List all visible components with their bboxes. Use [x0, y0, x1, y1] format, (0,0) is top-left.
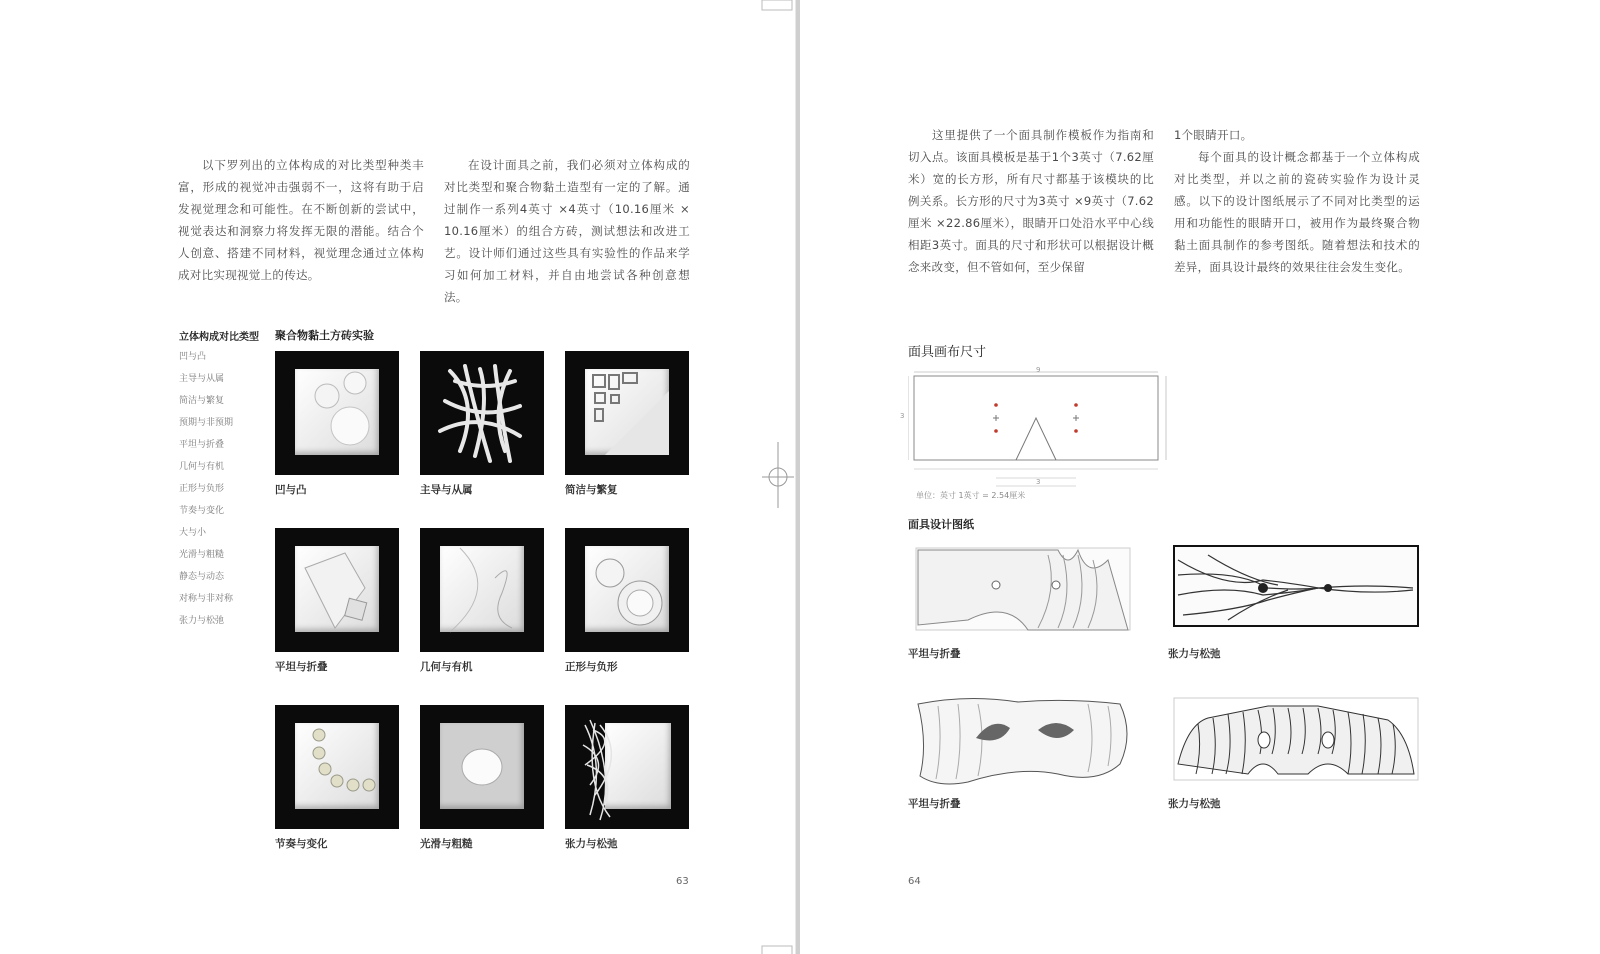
dimension-label: 3 [900, 412, 905, 420]
mask-sketch-flat-folded-2 [908, 694, 1138, 790]
tile-photo-rhythm-variation [275, 705, 399, 829]
tile-caption: 平坦与折叠 [275, 661, 328, 673]
list-item: 张力与松弛 [179, 616, 225, 626]
left-page [0, 0, 796, 954]
right-page [800, 0, 1600, 954]
list-item: 预期与非预期 [179, 418, 234, 428]
sidebar-title: 立体构成对比类型 [179, 332, 259, 343]
eye-opening-line: 1个眼睛开口。 [1174, 128, 1253, 142]
tile-photo-smooth-rough [420, 705, 544, 829]
canvas-dimension-title: 面具画布尺寸 [908, 345, 987, 360]
tile-caption: 凹与凸 [275, 484, 307, 496]
dimension-label: 3 [1036, 478, 1041, 486]
tile-photo-concave-convex [275, 351, 399, 475]
drawing-caption: 平坦与折叠 [908, 798, 961, 810]
list-item: 主导与从属 [179, 374, 225, 384]
tile-caption: 正形与负形 [565, 661, 618, 673]
mask-canvas-diagram [908, 366, 1178, 502]
list-item: 对称与非对称 [179, 594, 234, 604]
tile-photo-flat-folded [275, 528, 399, 652]
tile-caption: 光滑与粗糙 [420, 838, 473, 850]
mask-sketch-flat-folded-1 [908, 540, 1138, 640]
unit-note: 单位：英寸 1英寸 = 2.54厘米 [916, 491, 1026, 500]
design-drawings-title: 面具设计图纸 [908, 518, 974, 531]
design-concept-paragraph: 每个面具的设计概念都基于一个立体构成对比类型，并以之前的瓷砖实验作为设计灵感。以下的设计图纸展示了不同对比类型的运用和功能性的眼睛开口，被用作为最终聚合物黏土面具制作的参考图纸。随着想法和技术的差异，面具设计最终的效果往往会发生变化。 [1174, 150, 1420, 274]
tile-photo-geometric-organic [420, 528, 544, 652]
tiles-paragraph: 在设计面具之前，我们必须对立体构成的对比类型和聚合物黏土造型有一定的了解。通过制作一系列4英寸 ×4英寸（10.16厘米 × 10.16厘米）的组合方砖，测试想法和改进工艺。设计师们通过这些具有实验性的作品来学习如何加工材料，并自由地尝试各种创意想法。 [444, 158, 690, 304]
list-item: 简洁与繁复 [179, 396, 225, 406]
tile-caption: 张力与松弛 [565, 838, 618, 850]
list-item: 静态与动态 [179, 572, 225, 582]
mask-sketch-tension-relaxation-2 [1168, 694, 1424, 790]
dimension-label: 9 [1036, 366, 1041, 374]
grid-title: 聚合物黏土方砖实验 [275, 329, 374, 342]
page-number: 64 [908, 876, 921, 887]
intro-paragraph: 以下罗列出的立体构成的对比类型种类丰富，形成的视觉冲击强弱不一，这将有助于启发视觉理念和可能性。在不断创新的尝试中，视觉表达和洞察力将发挥无限的潜能。结合个人创意、搭建不同材料，视觉理念通过立体构成对比实现视觉上的传达。 [178, 158, 424, 282]
list-item: 几何与有机 [179, 462, 225, 472]
list-item: 正形与负形 [179, 484, 225, 494]
drawing-caption: 平坦与折叠 [908, 648, 961, 660]
tile-photo-tension-relaxation [565, 705, 689, 829]
list-item: 光滑与粗糙 [179, 550, 225, 560]
list-item: 平坦与折叠 [179, 440, 225, 450]
tile-caption: 简洁与繁复 [565, 484, 618, 496]
tile-photo-simple-complex [565, 351, 689, 475]
drawing-caption: 张力与松弛 [1168, 798, 1221, 810]
mask-sketch-tension-relaxation-1 [1168, 540, 1424, 632]
drawing-caption: 张力与松弛 [1168, 648, 1221, 660]
page-number: 63 [676, 876, 689, 887]
tile-caption: 节奏与变化 [275, 838, 328, 850]
tile-caption: 主导与从属 [420, 484, 473, 496]
list-item: 节奏与变化 [179, 506, 225, 516]
tile-caption: 几何与有机 [420, 661, 473, 673]
list-item: 凹与凸 [179, 352, 207, 362]
contrast-type-list [179, 350, 233, 636]
template-paragraph: 这里提供了一个面具制作模板作为指南和切入点。该面具模板是基于1个3英寸（7.62厘米）宽的长方形，所有尺寸都基于该模块的比例关系。长方形的尺寸为3英寸 ×9英寸（7.62厘米 ×22.86厘米），眼睛开口处沿水平中心线相距3英寸。面具的尺寸和形状可以根据设计概念来改变，但不管如何，至少保留 [908, 128, 1154, 274]
list-item: 大与小 [179, 528, 207, 538]
tile-photo-positive-negative [565, 528, 689, 652]
tile-photo-dominant-subordinate [420, 351, 544, 475]
